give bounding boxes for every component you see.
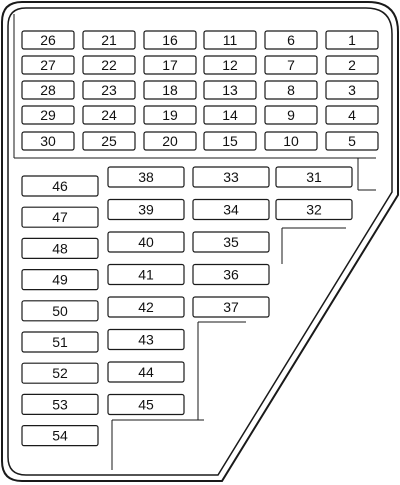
fuse-number: 33 xyxy=(223,169,239,185)
fuse-2 xyxy=(326,56,378,74)
fuse-number: 52 xyxy=(52,365,68,382)
fuse-20 xyxy=(144,132,196,150)
fuse-number: 43 xyxy=(138,331,154,348)
fuse-number: 25 xyxy=(101,133,117,149)
fuse-number: 39 xyxy=(138,201,154,218)
fuse-33 xyxy=(193,167,269,187)
fuse-7 xyxy=(265,56,317,74)
fuse-number: 32 xyxy=(306,201,322,218)
fuse-number: 37 xyxy=(223,299,239,315)
fuse-42 xyxy=(108,297,184,317)
fuse-1 xyxy=(326,31,378,49)
fuse-24 xyxy=(83,106,135,124)
fuse-23 xyxy=(83,81,135,99)
fuse-17 xyxy=(144,56,196,74)
fuse-14 xyxy=(204,106,256,124)
fuse-49 xyxy=(22,270,98,290)
fuse-44 xyxy=(108,362,184,382)
fuse-45 xyxy=(108,395,184,415)
fuse-number: 3 xyxy=(348,82,356,98)
fuse-52 xyxy=(22,363,98,383)
fuse-number: 5 xyxy=(348,133,356,149)
fuse-number: 11 xyxy=(222,32,238,48)
fuse-37 xyxy=(193,297,269,317)
fuse-6 xyxy=(265,31,317,49)
fuse-number: 41 xyxy=(138,266,154,283)
fuse-11 xyxy=(204,31,256,49)
fuse-number: 30 xyxy=(40,133,56,149)
fuse-number: 1 xyxy=(348,32,356,48)
fuse-32 xyxy=(276,200,352,220)
fuse-number: 47 xyxy=(52,209,68,226)
fuse-34 xyxy=(193,200,269,220)
fuse-50 xyxy=(22,301,98,321)
fuse-48 xyxy=(22,238,98,258)
fuse-number: 48 xyxy=(52,240,68,257)
fuse-number: 31 xyxy=(306,169,322,185)
fuse-46 xyxy=(22,176,98,196)
fuse-number: 35 xyxy=(223,234,239,250)
fuse-number: 27 xyxy=(40,57,56,73)
fuse-30 xyxy=(22,132,74,150)
fuse-number: 16 xyxy=(162,32,178,48)
fuse-number: 36 xyxy=(223,266,239,283)
fuse-3 xyxy=(326,81,378,99)
fuse-number: 17 xyxy=(162,57,178,73)
fuse-54 xyxy=(22,426,98,446)
fuse-number: 49 xyxy=(52,271,68,288)
fuse-40 xyxy=(108,232,184,252)
fuse-51 xyxy=(22,332,98,352)
fuse-number: 51 xyxy=(52,334,68,350)
fuse-27 xyxy=(22,56,74,74)
fuse-41 xyxy=(108,265,184,285)
fuse-number: 29 xyxy=(40,107,56,123)
fuse-number: 54 xyxy=(52,427,68,444)
fuse-number: 4 xyxy=(348,107,356,123)
fuse-36 xyxy=(193,265,269,285)
fuse-9 xyxy=(265,106,317,124)
fuse-5 xyxy=(326,132,378,150)
fuse-number: 9 xyxy=(287,107,295,123)
fuse-number: 2 xyxy=(348,57,356,73)
fuse-12 xyxy=(204,56,256,74)
fuse-number: 8 xyxy=(287,82,295,98)
fuse-18 xyxy=(144,81,196,99)
fuse-number: 20 xyxy=(162,133,178,149)
fuse-13 xyxy=(204,81,256,99)
fuse-8 xyxy=(265,81,317,99)
fuse-number: 42 xyxy=(138,299,154,315)
fuse-number: 44 xyxy=(138,364,154,380)
fuse-number: 14 xyxy=(222,107,238,123)
fuse-number: 19 xyxy=(162,107,178,123)
fuse-47 xyxy=(22,207,98,227)
fuse-number: 28 xyxy=(40,82,56,98)
fuse-number: 10 xyxy=(283,133,299,149)
fuse-43 xyxy=(108,330,184,350)
fuse-number: 24 xyxy=(101,107,117,123)
fuse-number: 45 xyxy=(138,396,154,413)
fuse-39 xyxy=(108,200,184,220)
fuse-number: 38 xyxy=(138,169,154,185)
fuse-number: 23 xyxy=(101,82,117,98)
fuse-number: 21 xyxy=(101,32,117,48)
fuse-number: 50 xyxy=(52,302,68,319)
fuse-15 xyxy=(204,132,256,150)
fuse-number: 46 xyxy=(52,178,68,194)
fuse-number: 22 xyxy=(101,57,117,73)
fuse-number: 40 xyxy=(138,234,154,250)
fuse-number: 6 xyxy=(287,32,295,48)
fuse-38 xyxy=(108,167,184,187)
fuse-25 xyxy=(83,132,135,150)
fuse-31 xyxy=(276,167,352,187)
fuse-number: 13 xyxy=(222,82,238,98)
fuse-number: 34 xyxy=(223,201,239,218)
fuse-53 xyxy=(22,394,98,414)
fuse-number: 18 xyxy=(162,82,178,98)
fuse-19 xyxy=(144,106,196,124)
fuse-number: 12 xyxy=(222,57,238,73)
fuse-number: 53 xyxy=(52,396,68,413)
fuse-number: 15 xyxy=(222,133,238,149)
fuse-21 xyxy=(83,31,135,49)
fuse-26 xyxy=(22,31,74,49)
fuse-16 xyxy=(144,31,196,49)
fuse-22 xyxy=(83,56,135,74)
fuse-29 xyxy=(22,106,74,124)
fuse-slots xyxy=(22,31,378,446)
fuse-35 xyxy=(193,232,269,252)
fuse-4 xyxy=(326,106,378,124)
fuse-number: 26 xyxy=(40,32,56,48)
fuse-number: 7 xyxy=(287,57,295,73)
fuse-28 xyxy=(22,81,74,99)
fuse-10 xyxy=(265,132,317,150)
